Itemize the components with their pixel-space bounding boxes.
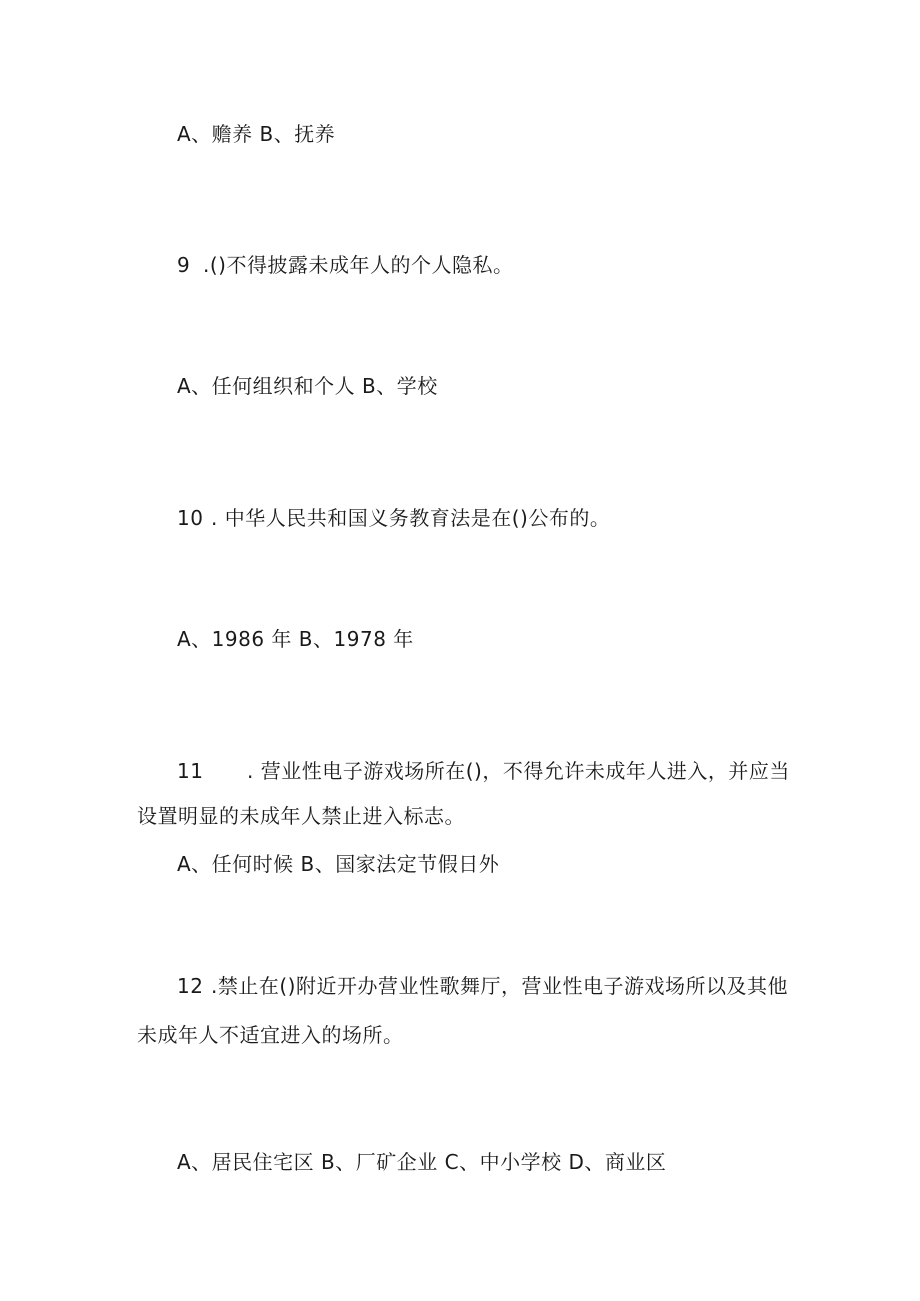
q10-number: 10	[177, 506, 204, 530]
q11-options: A、任何时候 B、国家法定节假日外	[177, 852, 500, 876]
q9-question	[177, 253, 513, 277]
q11-text-line2: 设置明显的未成年人禁止进入标志。	[137, 804, 465, 828]
q10-text: . 中华人民共和国义务教育法是在()公布的。	[211, 506, 611, 530]
q11-text-line1: . 营业性电子游戏场所在()，不得允许未成年人进入，并应当	[247, 759, 790, 783]
q11-question-line1	[177, 759, 790, 783]
q10-question	[177, 506, 610, 530]
q11-number: 11	[177, 759, 204, 783]
q12-text-line1: .禁止在()附近开办营业性歌舞厅，营业性电子游戏场所以及其他	[211, 974, 788, 998]
q12-options: A、居民住宅区 B、厂矿企业 C、中小学校 D、商业区	[177, 1150, 667, 1174]
q9-text: .()不得披露未成年人的个人隐私。	[203, 253, 514, 277]
q12-question-line1	[177, 974, 788, 998]
q10-options: A、1986 年 B、1978 年	[177, 627, 414, 651]
q12-text-line2: 未成年人不适宜进入的场所。	[137, 1023, 404, 1047]
q9-number: 9	[177, 253, 191, 277]
q12-number: 12	[177, 974, 204, 998]
q9-options: A、任何组织和个人 B、学校	[177, 374, 438, 398]
q8-options: A、赡养 B、抚养	[177, 122, 336, 146]
